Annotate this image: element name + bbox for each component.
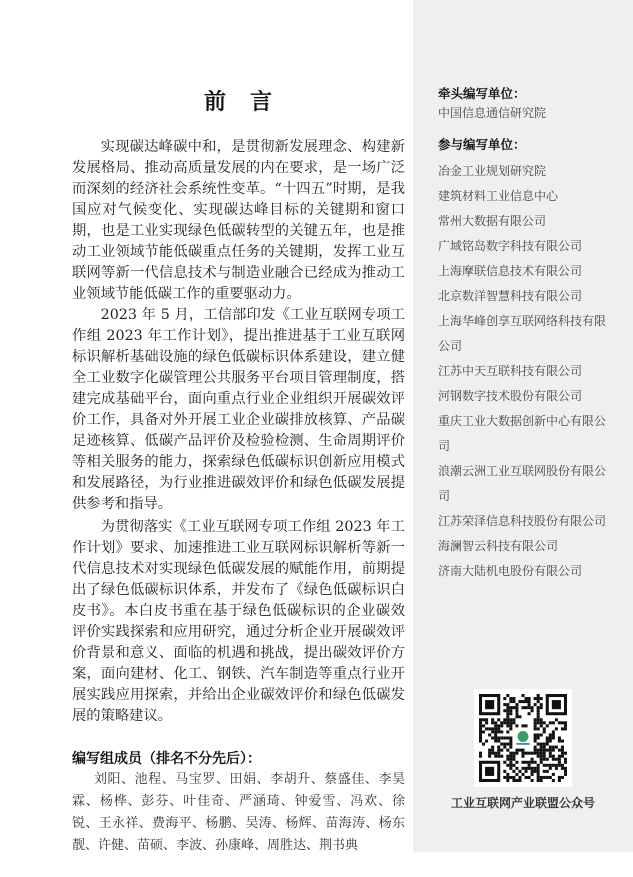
qr-code[interactable] — [474, 689, 572, 787]
paragraph-3: 为贯彻落实《工业互联网专项工作组 2023 年工作计划》要求、加速推进工业互联网标识解析等新一代信息技术对实现绿色低碳发展的赋能作用，前期提出了绿色低碳标识体系，并发布了《绿色低碳标识白皮书》。本白皮书重在基于绿色低碳标识的企业碳效评价实践探索和应用研究，通过分析企业开展碳效评价背景和意义、面临的机遇和挑战，提出碳效评价方案，面向建材、化工、钢铁、汽车制造等重点行业开展实践应用探索，并给出企业碳效评价和绿色低碳发展的策略建议。 — [72, 519, 405, 724]
sidebar-panel — [413, 0, 633, 852]
participant-item: 广域铭岛数字科技有限公司 — [438, 239, 583, 253]
participant-item: 浪潮云洲工业互联网股份有限公司 — [438, 464, 607, 503]
participant-section — [438, 136, 608, 584]
lead-unit-name: 中国信息通信研究院 — [438, 106, 547, 120]
participant-list — [438, 159, 608, 584]
participant-item: 江苏荣泽信息科技股份有限公司 — [438, 514, 607, 528]
participant-item: 海澜智云科技有限公司 — [438, 539, 559, 553]
participant-heading: 参与编写单位： — [438, 137, 526, 152]
members-list: 刘阳、池程、马宝罗、田娟、李胡升、蔡盛佳、李昊霖、杨桦、彭芬、叶佳奇、严涵琦、钟爱雪、冯欢、徐锐、王永祥、费海平、杨鹏、吴涛、杨辉、苗海涛、杨东靓、许健、苗硕、李波、孙康峰、周胜达、荆书典 — [72, 772, 405, 853]
participant-item: 冶金工业规划研究院 — [438, 164, 547, 178]
participant-item: 济南大陆机电股份有限公司 — [438, 564, 583, 578]
paragraph-1: 实现碳达峰碳中和，是贯彻新发展理念、构建新发展格局、推动高质量发展的内在要求，是一场广泛而深刻的经济社会系统性变革。“十四五”时期，是我国应对气候变化、实现碳达峰目标的关键期和窗口期，也是工业实现绿色低碳转型的关键五年，也是推动工业领域节能低碳重点任务的关键期，发挥工业互联网等新一代信息技术与制造业融合已经成为推动工业领域节能低碳工作的重要驱动力。 — [72, 139, 405, 302]
preface-body — [72, 137, 405, 727]
participant-item: 建筑材料工业信息中心 — [438, 189, 559, 203]
qr-caption: 工业互联网产业联盟公众号 — [450, 796, 595, 810]
lead-unit-heading: 牵头编写单位： — [438, 86, 526, 101]
main-content — [72, 0, 405, 877]
participant-item: 河钢数字技术股份有限公司 — [438, 389, 583, 403]
participant-item: 北京数洋智慧科技有限公司 — [438, 289, 583, 303]
participant-item: 江苏中天互联科技有限公司 — [438, 364, 583, 378]
lead-unit-section — [438, 85, 608, 122]
page-title: 前 言 — [203, 90, 273, 115]
qr-code-image — [479, 694, 567, 782]
members-heading: 编写组成员（排名不分先后）： — [72, 751, 261, 767]
participant-item: 上海华峰创享互联网络科技有限公司 — [438, 314, 607, 353]
paragraph-2: 2023 年 5 月，工信部印发《工业互联网专项工作组 2023 年工作计划》，提出推进基于工业互联网标识解析基础设施的绿色低碳标识体系建设，建立健全工业数字化碳管理公共服务平台项目管理制度，搭建完成基础平台，面向重点行业企业组织开展碳效评价工作，具备对外开展工业企业碳排放核算、产品碳足迹核算、低碳产品评价及检验检测、生命周期评价等相关服务的能力，探索绿色低碳标识创新应用模式和发展路径，为行业推进碳效评价和绿色低碳发展提供参考和指导。 — [72, 307, 405, 512]
participant-item: 常州大数据有限公司 — [438, 214, 547, 228]
participant-item: 重庆工业大数据创新中心有限公司 — [438, 414, 607, 453]
participant-item: 上海摩联信息技术有限公司 — [438, 264, 583, 278]
